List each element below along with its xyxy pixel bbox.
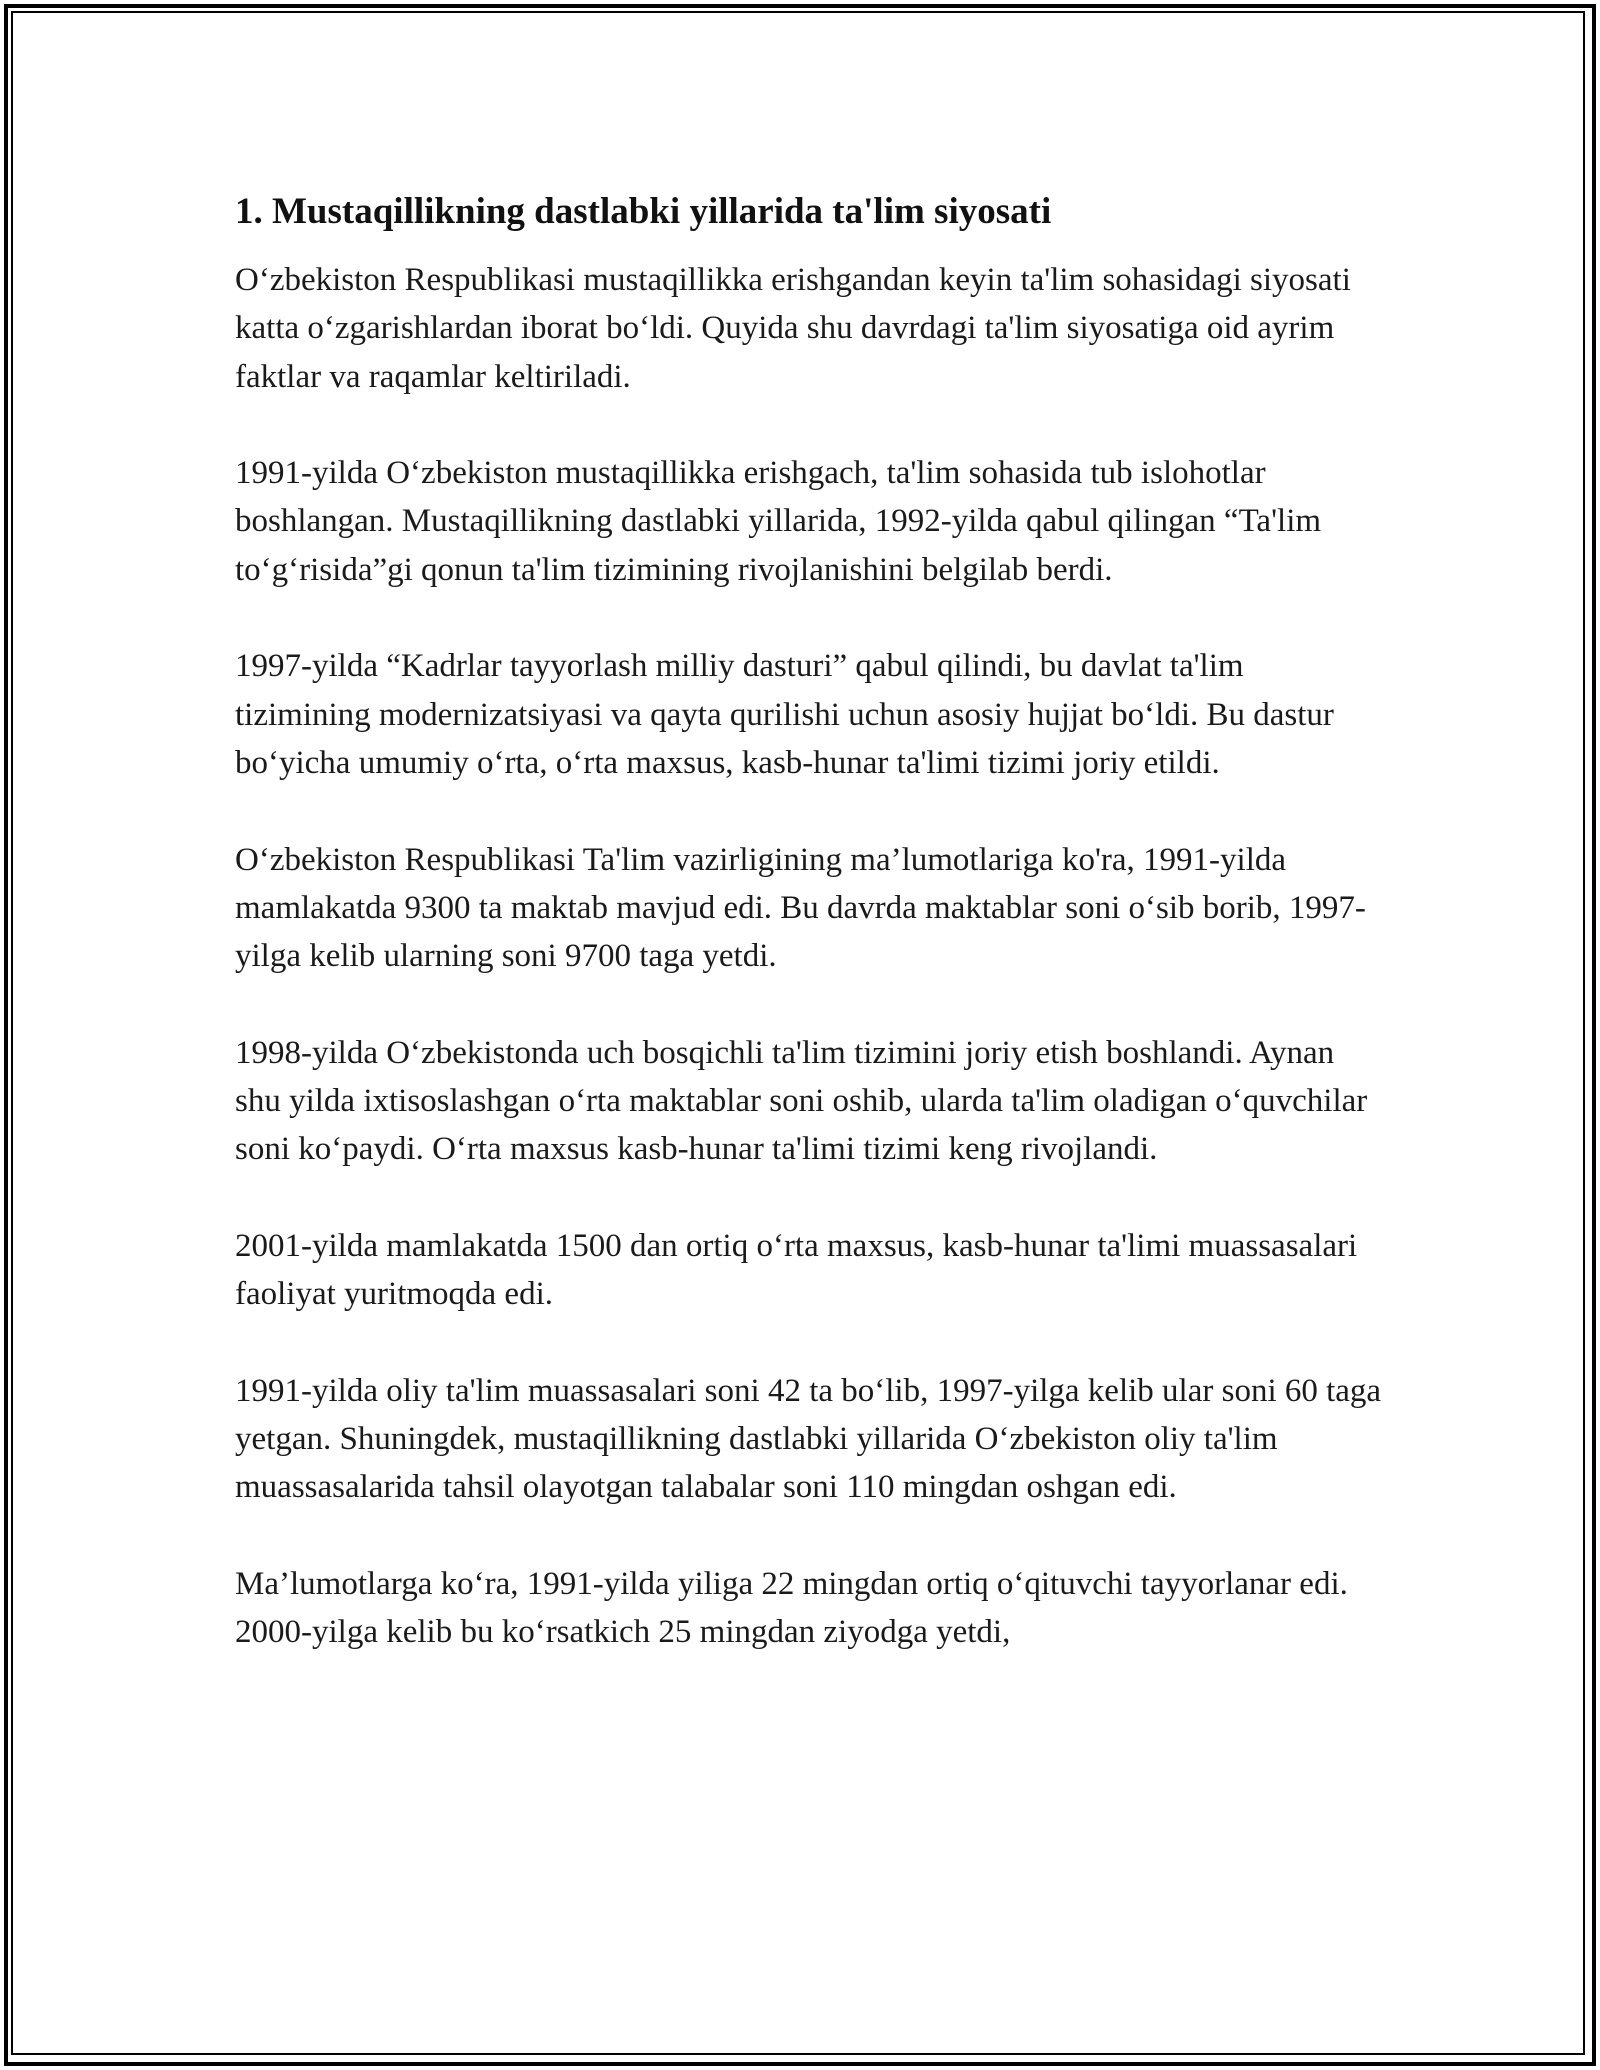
paragraph-higher-education: 1991-yilda oliy ta'lim muassasalari soni 42 ta bo‘lib, 1997-yilga kelib ular soni 60 taga yetgan. Shuningdek, mustaqillikning dastlabki yillarida O‘zbekiston oliy ta'lim muassasalarida tahsil olayotgan talabalar soni 110 mingdan oshgan edi. bbox=[235, 1372, 1382, 1506]
page-title: 1. Mustaqillikning dastlabki yillarida ta'lim siyosati bbox=[235, 191, 1052, 232]
paragraph-teacher-training: Ma’lumotlarga ko‘ra, 1991-yilda yiliga 22 mingdan ortiq o‘qituvchi tayyorlanar edi. 2000-yilga kelib bu ko‘rsatkich 25 mingdan ziyodga yetdi, bbox=[235, 1566, 1348, 1651]
paragraph-intro: O‘zbekiston Respublikasi mustaqillikka erishgandan keyin ta'lim sohasidagi siyosati katta o‘zgarishlardan iborat bo‘ldi. Quyida shu davrdagi ta'lim siyosatiga oid ayrim faktlar va raqamlar keltiriladi. bbox=[235, 262, 1351, 395]
paragraph-school-count: O‘zbekiston Respublikasi Ta'lim vazirligining ma’lumotlariga ko'ra, 1991-yilda mamlakatda 9300 ta maktab mavjud edi. Bu davrda maktablar soni o‘sib borib, 1997-yilga kelib ularning soni 9700 taga yetdi. bbox=[235, 841, 1366, 975]
paragraph-1991-reforms: 1991-yilda O‘zbekiston mustaqillikka erishgach, ta'lim sohasida tub islohotlar boshlangan. Mustaqillikning dastlabki yillarida, 1992-yilda qabul qilingan “Ta'lim to‘g‘risida”gi qonun ta'lim tizimining rivojlanishini belgilab berdi. bbox=[235, 455, 1322, 588]
paragraph-2001-institutions: 2001-yilda mamlakatda 1500 dan ortiq o‘rta maxsus, kasb-hunar ta'limi muassasalari faoliyat yuritmoqda edi. bbox=[235, 1227, 1358, 1313]
document-body bbox=[235, 188, 1385, 1705]
paragraph-1997-program: 1997-yilda “Kadrlar tayyorlash milliy dasturi” qabul qilindi, bu davlat ta'lim tizimining modernizatsiyasi va qayta qurilishi uchun asosiy hujjat bo‘ldi. Bu dastur bo‘yicha umumiy o‘rta, o‘rta maxsus, kasb-hunar ta'limi tizimi joriy etildi. bbox=[235, 648, 1334, 781]
paragraph-1998-system: 1998-yilda O‘zbekistonda uch bosqichli ta'lim tizimini joriy etish boshlandi. Aynan shu yilda ixtisoslashgan o‘rta maktablar soni oshib, ularda ta'lim oladigan o‘quvchilar soni ko‘paydi. O‘rta maxsus kasb-hunar ta'limi tizimi keng rivojlandi. bbox=[235, 1034, 1368, 1168]
